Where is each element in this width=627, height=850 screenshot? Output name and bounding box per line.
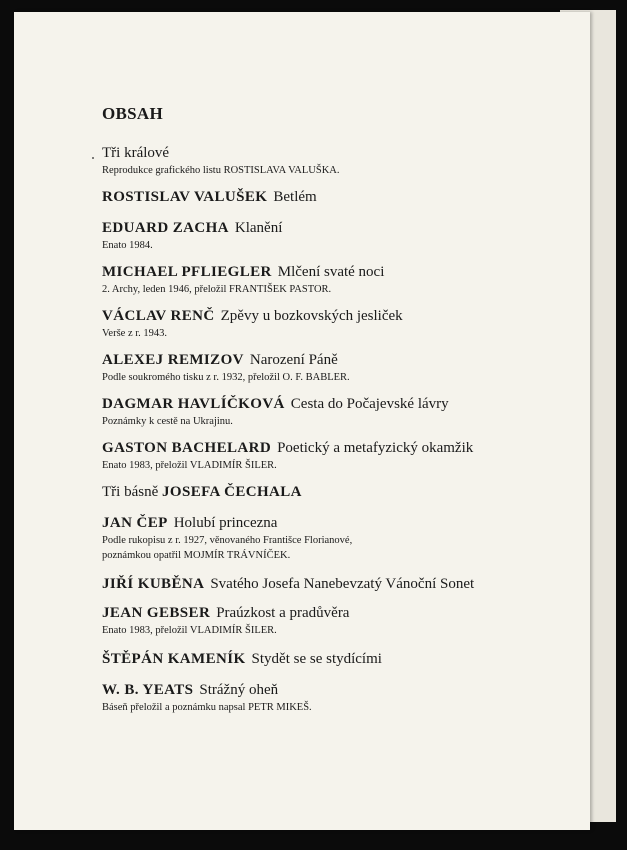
entry-note-continued: poznámkou opatřil MOJMÍR TRÁVNÍČEK. (102, 550, 291, 561)
toc-heading: OBSAH (102, 104, 164, 123)
entry-note: Reprodukce grafického listu ROSTISLAVA VALUŠKA. (102, 165, 340, 176)
entry-note: Verše z r. 1943. (102, 328, 168, 339)
entry-title: Stydět se se stydícími (251, 651, 382, 667)
entry-line (102, 351, 562, 370)
entry-line (102, 188, 562, 207)
toc-entry (102, 219, 562, 253)
toc-entry (102, 650, 562, 669)
entry-note: Báseň přeložil a poznámku napsal PETR MIKEŠ. (102, 702, 312, 713)
pencil-mark-dot (92, 157, 94, 159)
entry-title: Svatého Josefa Nanebevzatý Vánoční Sonet (210, 576, 475, 592)
entry-author: JEAN GEBSER (102, 605, 211, 621)
toc-entry (102, 351, 562, 385)
entry-line (102, 439, 562, 458)
toc-entry (102, 439, 562, 473)
entry-title: Praúzkost a pradůvěra (216, 605, 350, 621)
entry-note: 2. Archy, leden 1946, přeložil FRANTIŠEK PASTOR. (102, 284, 332, 295)
entry-note: Podle soukromého tisku z r. 1932, přeložil O. F. BABLER. (102, 372, 350, 383)
toc-entry (102, 144, 562, 178)
entry-prefix: Tři básně (102, 484, 159, 500)
entry-title: Cesta do Počajevské lávry (290, 396, 449, 412)
entry-author: MICHAEL PFLIEGLER (102, 264, 272, 280)
entry-line (102, 575, 562, 594)
entry-author: GASTON BACHELARD (102, 440, 272, 456)
toc-entry (102, 604, 562, 638)
entry-title: Klanění (234, 220, 283, 236)
entry-line (102, 307, 562, 326)
entry-note: Poznámky k cestě na Ukrajinu. (102, 416, 233, 427)
entry-title: Poetický a metafyzický okamžik (277, 440, 474, 456)
entry-author: ŠTĚPÁN KAMENÍK (102, 651, 246, 667)
entry-author: ROSTISLAV VALUŠEK (102, 189, 268, 205)
entry-line (102, 681, 562, 700)
entry-line (102, 514, 562, 533)
toc-entry (102, 395, 562, 429)
toc-entry (102, 188, 562, 207)
entry-note: Enato 1983, přeložil VLADIMÍR ŠILER. (102, 460, 277, 471)
entry-note: Podle rukopisu z r. 1927, věnovaného Františce Florianové, (102, 535, 353, 546)
entry-author: W. B. YEATS (102, 682, 194, 698)
entry-title: Holubí princezna (173, 515, 278, 531)
entry-line (102, 483, 562, 502)
toc-entry (102, 307, 562, 341)
entry-author: EDUARD ZACHA (102, 220, 229, 236)
entry-author: JAN ČEP (102, 515, 168, 531)
entry-title: Tři králové (102, 145, 170, 161)
entry-author: DAGMAR HAVLÍČKOVÁ (102, 396, 285, 412)
entry-line (102, 144, 562, 163)
toc-entry (102, 483, 562, 502)
table-of-contents (102, 104, 562, 722)
toc-entry (102, 514, 562, 563)
entry-title: Mlčení svaté noci (277, 264, 385, 280)
entry-line (102, 604, 562, 623)
entry-line (102, 219, 562, 238)
entry-title: Narození Páně (249, 352, 338, 368)
entry-author: VÁCLAV RENČ (102, 308, 215, 324)
entry-title: Betlém (273, 189, 317, 205)
entry-title: Zpěvy u bozkovských jesliček (220, 308, 403, 324)
entry-note: Enato 1984. (102, 240, 153, 251)
entry-title: Strážný oheň (199, 682, 279, 698)
entry-line (102, 650, 562, 669)
entry-line (102, 395, 562, 414)
toc-entry (102, 575, 562, 594)
entry-author: JIŘÍ KUBĚNA (102, 576, 205, 592)
entry-author: ALEXEJ REMIZOV (102, 352, 244, 368)
entry-note: Enato 1983, přeložil VLADIMÍR ŠILER. (102, 625, 277, 636)
entry-line (102, 263, 562, 282)
toc-entry (102, 681, 562, 715)
toc-entry (102, 263, 562, 297)
entry-author: JOSEFA ČECHALA (161, 484, 302, 500)
